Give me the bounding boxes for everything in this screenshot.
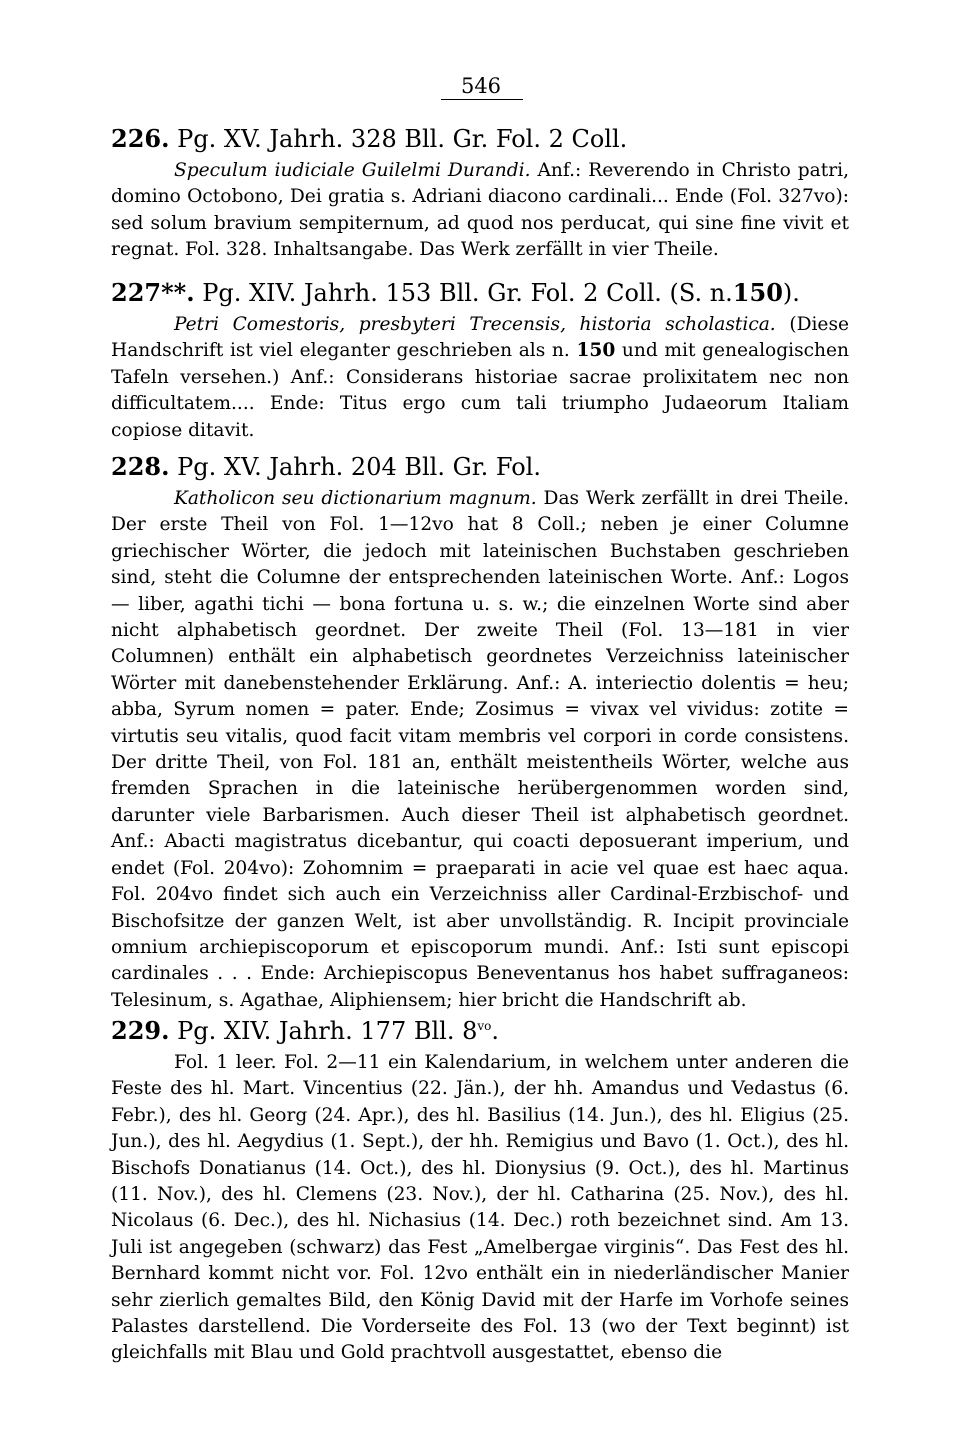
entry-title: Petri Comestoris, presbyteri Trecensis, historia scholastica. — [174, 314, 776, 335]
entry-heading — [111, 452, 849, 482]
entry-heading — [111, 278, 849, 308]
entry-text: Anf.: Reverendo in Christo patri, domino Octobono, Dei gratia s. Adriani diacono cardinali... Ende (Fol. 327vo): sed solum bravium sempiternum, ad quod nos perducat, qui sine fine vivit et regnat. Fol. 328. Inhaltsangabe. Das Werk zerfällt in vier Theile. — [111, 160, 849, 261]
entry-text: Fol. 1 leer. Fol. 2—11 ein Kalendarium, in welchem unter anderen die Feste des hl. Mart. Vincentius (22. Jän.), der hh. Amandus und Vedastus (6. Febr.), des hl. Georg (24. Apr.), des hl. Basilius (14. Jun.), des hl. Eligius (25. Jun.), des hl. Aegydius (1. Sept.), der hh. Remigius und Bavo (1. Oct.), des hl. Bischofs Donatianus (14. Oct.), des hl. Dionysius (9. Oct.), des hl. Martinus (11. Nov.), des hl. Clemens (23. Nov.), der hl. Catharina (25. Nov.), des hl. Nicolaus (6. Dec.), des hl. Nichasius (14. Dec.) roth bezeichnet sind. Am 13. Juli ist angegeben (schwarz) das Fest „Amelbergae virginis“. Das Fest des hl. Bernhard kommt nicht vor. Fol. 12vo enthält ein in niederländischer Manier sehr zierlich gemaltes Bild, den König David mit der Harfe im Vorhofe seines Palastes darstellend. Die Vorderseite des Fol. 13 (wo der Text beginnt) ist gleichfalls mit Blau und Gold prachtvoll ausgestattet, ebenso die — [111, 1052, 849, 1364]
entry-heading — [111, 1016, 849, 1046]
entry-number: 228. — [111, 452, 170, 481]
entry-body — [111, 1050, 849, 1367]
page-number-rule — [441, 99, 523, 100]
entry-heading-text: Pg. XV. Jahrh. 204 Bll. Gr. Fol. — [177, 453, 541, 481]
entry-229 — [111, 1016, 849, 1367]
entry-title: Katholicon seu dictionarium magnum. — [174, 488, 537, 509]
entry-226 — [111, 124, 849, 264]
entry-heading-sup: vo — [477, 1019, 492, 1033]
entry-text-b: und mit genealogischen Tafeln versehen.) Anf.: Considerans historiae sacrae prolixitatem nec non difficultatem.... Ende: Titus ergo cum tali triumpho Judaeorum Italiam copiose ditavit. — [111, 340, 849, 441]
entry-number: 226. — [111, 124, 170, 153]
entry-heading-end: . — [491, 1017, 500, 1045]
entry-227 — [111, 278, 849, 444]
entry-number: 227**. — [111, 278, 195, 307]
entry-number: 229. — [111, 1016, 170, 1045]
entry-heading-text: Pg. XIV. Jahrh. 177 Bll. 8 — [177, 1017, 478, 1045]
entry-body — [111, 486, 849, 1014]
entry-text-a: (Diese Handschrift ist viel eleganter geschrieben als n. — [111, 314, 849, 362]
entry-text-ref: 150 — [576, 340, 616, 362]
entry-heading-text: Pg. XV. Jahrh. 328 Bll. Gr. Fol. 2 Coll. — [177, 125, 628, 153]
entry-heading-ref: 150 — [732, 278, 783, 307]
entry-heading-text: Pg. XIV. Jahrh. 153 Bll. Gr. Fol. 2 Coll. (S. n. — [202, 279, 733, 307]
entry-228 — [111, 452, 849, 1014]
entry-text: Das Werk zerfällt in drei Theile. Der erste Theil von Fol. 1—12vo hat 8 Coll.; neben je einer Columne griechischer Wörter, die jedoch mit lateinischen Buchstaben geschrieben sind, steht die Columne der entsprechenden lateinischen Worte. Anf.: Logos — liber, agathi tichi — bona fortuna u. s. w.; die einzelnen Worte sind aber nicht alphabetisch geordnet. Der zweite Theil (Fol. 13—181 in vier Columnen) enthält ein alphabetisch geordnetes Verzeichniss lateinischer Wörter mit danebenstehender Erklärung. Anf.: A. interiectio dolentis = heu; abba, Syrum nomen = pater. Ende; Zosimus = vivax vel vividus: zotite = virtutis seu vitalis, quod facit vitam membris vel corpori in corde consistens. Der dritte Theil, von Fol. 181 an, enthält meistentheils Wörter, welche aus fremden Sprachen in die lateinische herübergenommen worden sind, darunter viele Barbarismen. Auch dieser Theil ist alphabetisch geordnet. Anf.: Abacti magistratus dicebantur, qui coacti deposuerant imperium, und endet (Fol. 204vo): Zohomnim = praeparati in acie vel quae est haec aqua. Fol. 204vo findet sich auch ein Verzeichniss aller Cardinal-Erzbischof- und Bischofsitze der ganzen Welt, ist aber unvollständig. R. Incipit provinciale omnium archiepiscoporum et episcoporum mundi. Anf.: Isti sunt episcopi cardinales . . . Ende: Archiepiscopus Beneventanus hos habet suffraganeos: Telesinum, s. Agathae, Aliphiensem; hier bricht die Handschrift ab. — [111, 488, 849, 1011]
entry-title: Speculum iudiciale Guilelmi Durandi. — [174, 160, 531, 181]
entry-body — [111, 158, 849, 264]
entry-body — [111, 312, 849, 444]
entry-heading — [111, 124, 849, 154]
page-number: 546 — [460, 74, 502, 98]
entry-heading-end: ). — [782, 279, 800, 307]
